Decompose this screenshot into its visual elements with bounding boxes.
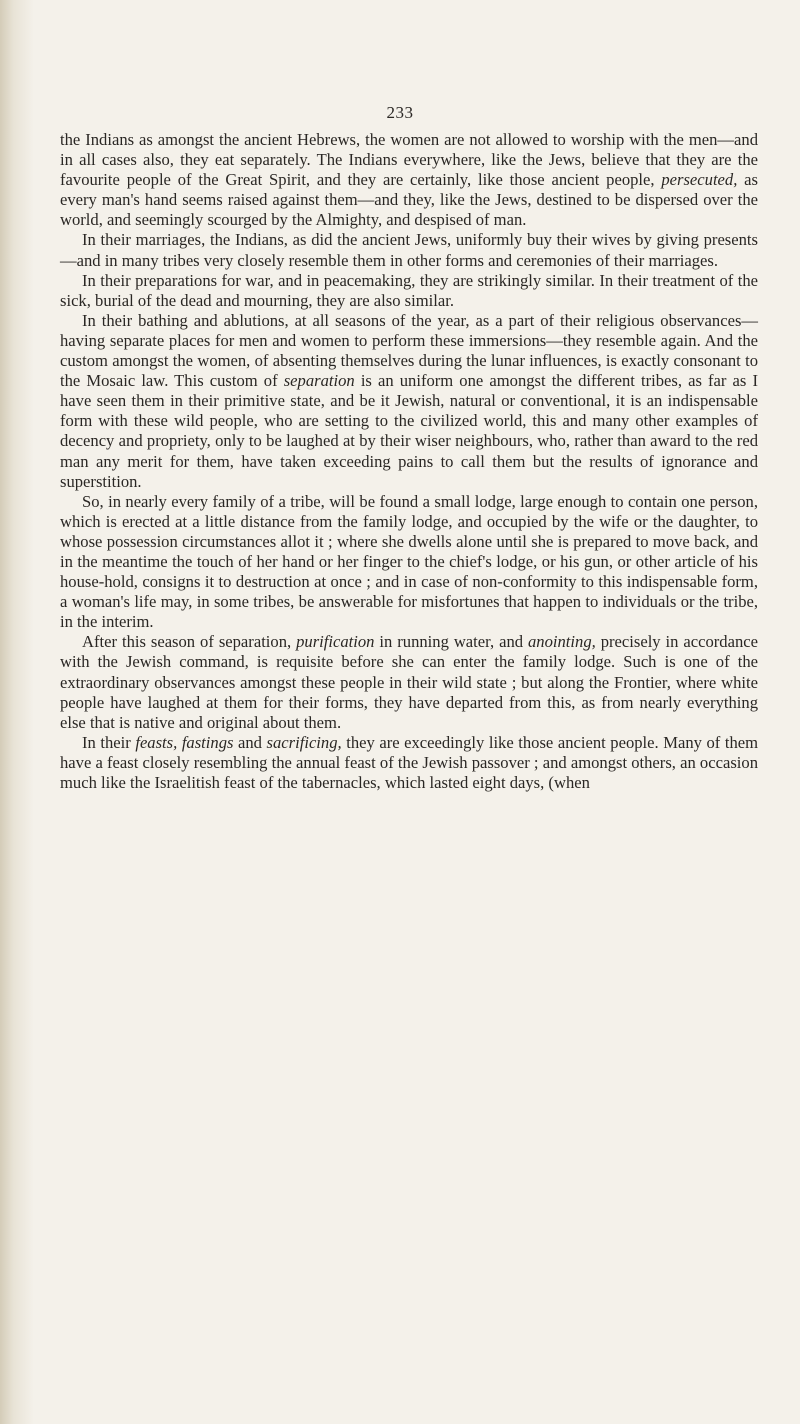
page-number: 233	[386, 103, 414, 122]
paragraph-5: So, in nearly every family of a tribe, will be found a small lodge, large enough to contain one person, which is erected at a little distance from the family lodge, and occupied by the wife or the daughter, to whose possession circumstances allot it ; where she dwells alone until she is prepared to move back, and in the meantime the touch of her hand or her finger to the chief's lodge, or his gun, or other article of his house-hold, consigns it to destruction at once ; and in case of non-conformity to this indispensable form, a woman's life may, in some tribes, be answerable for misfortunes that happen to individuals or the tribe, in the interim.	[60, 491, 758, 632]
paragraph-2: In their marriages, the Indians, as did the ancient Jews, uniformly buy their wives by giving presents—and in many tribes very closely resemble them in other forms and ceremonies of their marriages.	[60, 230, 758, 270]
body-text	[60, 130, 758, 793]
binding-shadow	[0, 0, 34, 1424]
paragraph-7: In their feasts, fastings and sacrificing, they are exceedingly like those ancient people. Many of them have a feast closely resembling the annual feast of the Jewish passover ; and amongst others, an occasion much like the Israelitish feast of the tabernacles, which lasted eight days, (when	[60, 732, 759, 792]
paragraph-3: In their preparations for war, and in peacemaking, they are strikingly similar. In their treatment of the sick, burial of the dead and mourning, they are also similar.	[60, 270, 758, 310]
paragraph-6: After this season of separation, purification in running water, and anointing, precisely in accordance with the Jewish command, is requisite before she can enter the family lodge. Such is one of the extraordinary observances amongst these people in their wild state ; but along the Frontier, where white people have laughed at them for their forms, they have departed from this, as from nearly everything else that is native and original about them.	[60, 632, 758, 732]
paragraph-1: the Indians as amongst the ancient Hebrews, the women are not allowed to worship with the men—and in all cases also, they eat separately. The Indians everywhere, like the Jews, believe that they are the favourite people of the Great Spirit, and they are certainly, like those ancient people, persecuted, as every man's hand seems raised against them—and they, like the Jews, destined to be dispersed over the world, and seemingly scourged by the Almighty, and despised of man.	[60, 130, 758, 230]
paragraph-4: In their bathing and ablutions, at all seasons of the year, as a part of their religious observances—having separate places for men and women to perform these immersions—they resemble again. And the custom amongst the women, of absenting themselves during the lunar influences, is exactly consonant to the Mosaic law. This custom of separation is an uniform one amongst the different tribes, as far as I have seen them in their primitive state, and be it Jewish, natural or conventional, it is an indispensable form with these wild people, who are setting to the civilized world, this and many other examples of decency and propriety, only to be laughed at by their wiser neighbours, who, rather than award to the red man any merit for them, have taken exceeding pains to call them but the results of ignorance and superstition.	[60, 310, 759, 491]
